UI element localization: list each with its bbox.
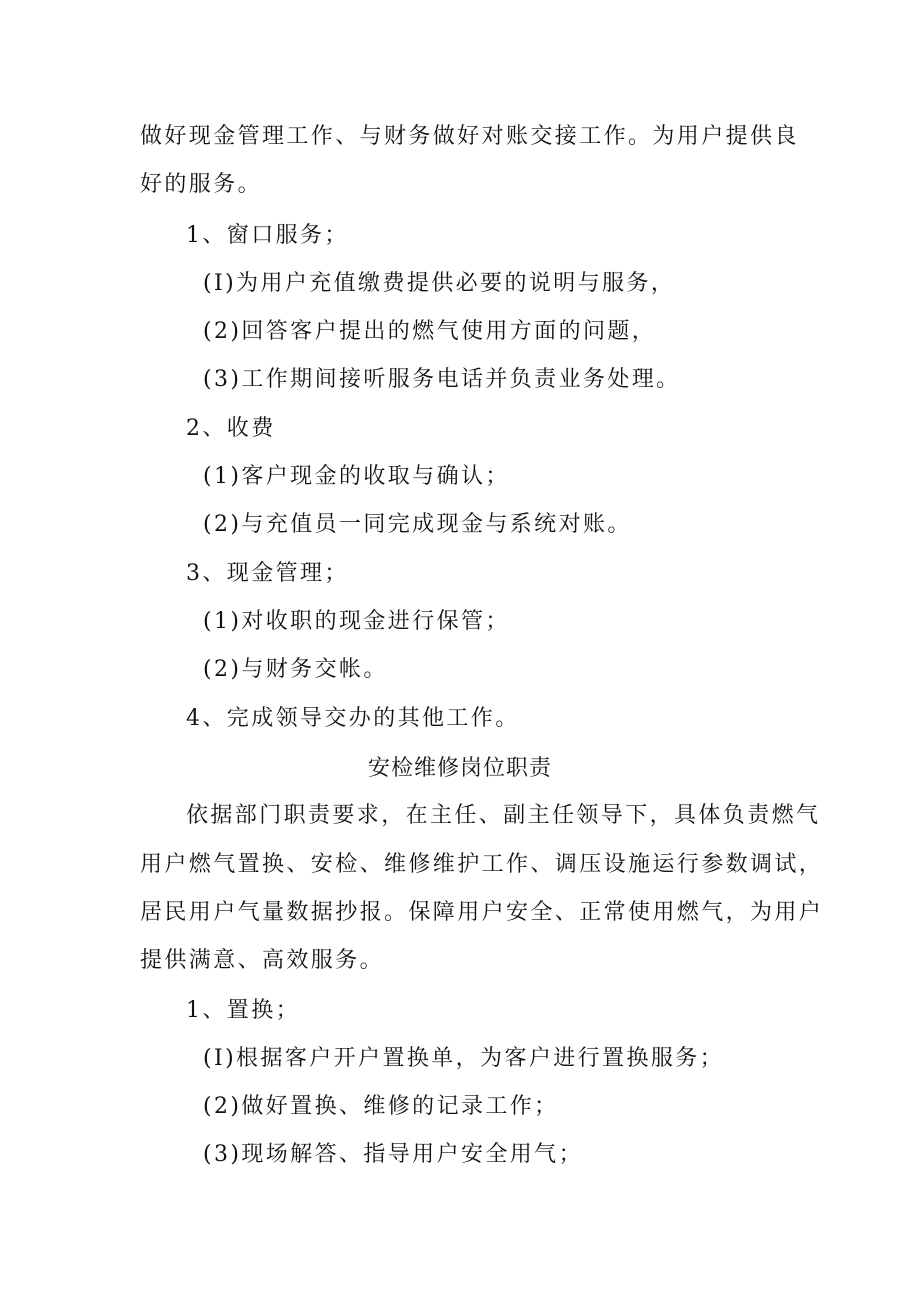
item-window-service-sub-2: (2)回答客户提出的燃气使用方面的问题，	[203, 319, 657, 344]
item-replacement-sub-3: (3)现场解答、指导用户安全用气；	[203, 1142, 583, 1167]
intro-line-2: 好的服务。	[140, 172, 263, 197]
intro-line-1: 做好现金管理工作、与财务做好对账交接工作。为用户提供良	[140, 124, 799, 149]
item-fee-title: 2、收费	[186, 416, 276, 441]
item-window-service-sub-3: (3)工作期间接听服务电话并负责业务处理。	[203, 367, 681, 392]
item-cash-management-sub-1: (1)对收职的现金进行保管；	[203, 609, 510, 634]
paragraph-line-2: 用户燃气置换、安检、维修维护工作、调压设施运行参数调试，	[140, 852, 824, 877]
paragraph-line-4: 提供满意、高效服务。	[140, 948, 385, 973]
item-fee-sub-1: (1)客户现金的收取与确认；	[203, 464, 510, 489]
item-other-work-title: 4、完成领导交办的其他工作。	[186, 706, 520, 731]
item-window-service-sub-1: (I)为用户充值缴费提供必要的说明与服务，	[203, 271, 676, 296]
item-window-service-title: 1、窗口服务；	[186, 223, 349, 248]
item-replacement-sub-2: (2)做好置换、维修的记录工作；	[203, 1094, 559, 1119]
item-replacement-title: 1、置换；	[186, 998, 300, 1023]
item-replacement-sub-1: (I)根据客户开户置换单，为客户进行置换服务；	[203, 1046, 725, 1071]
item-cash-management-title: 3、现金管理；	[186, 561, 349, 586]
paragraph-line-3: 居民用户气量数据抄报。保障用户安全、正常使用燃气，为用户	[140, 900, 824, 925]
item-fee-sub-2: (2)与充值员一同完成现金与系统对账。	[203, 512, 632, 537]
section-heading: 安检维修岗位职责	[367, 756, 552, 781]
item-cash-management-sub-2: (2)与财务交帐。	[203, 657, 388, 682]
paragraph-line-1: 依据部门职责要求，在主任、副主任领导下，具体负责燃气	[186, 803, 821, 828]
